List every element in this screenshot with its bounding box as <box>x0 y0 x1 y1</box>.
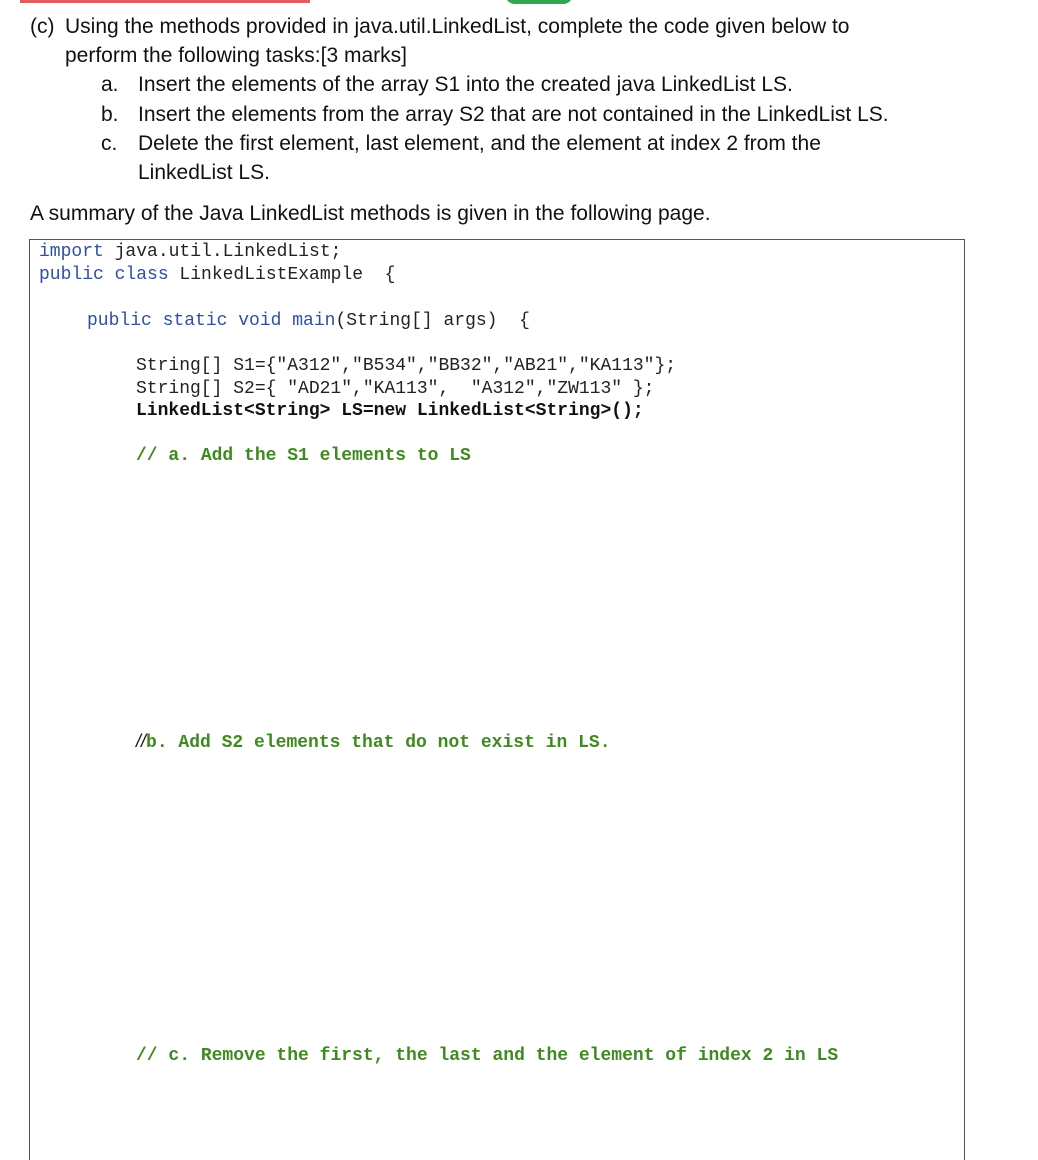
question-line-2: perform the following tasks:[3 marks] <box>65 44 407 67</box>
comment-c-text: c. Remove the first, the last and the element of index 2 in LS <box>157 1046 839 1066</box>
task-a-letter: a. <box>101 73 119 96</box>
comment-a-slashes: // <box>136 446 158 466</box>
comment-b-text: b. Add S2 elements that do not exist in LS. <box>146 733 611 753</box>
main-signature: (String[] args) { <box>335 311 530 331</box>
comment-b-slashes: // <box>136 731 147 751</box>
code-s1-declaration: String[] S1={"A312","B534","BB32","AB21","KA113"}; <box>136 356 677 376</box>
code-main-line <box>87 310 530 332</box>
code-class-line <box>39 264 395 286</box>
code-answer-box <box>29 239 965 1160</box>
task-b-text: Insert the elements from the array S2 that are not contained in the LinkedList LS. <box>138 103 889 126</box>
task-c-letter: c. <box>101 132 118 155</box>
task-a-text: Insert the elements of the array S1 into the created java LinkedList LS. <box>138 73 793 96</box>
top-decoration-arc <box>505 0 573 4</box>
import-target: java.util.LinkedList; <box>103 242 342 262</box>
methods-summary-note: A summary of the Java LinkedList methods is given in the following page. <box>30 202 711 225</box>
code-linkedlist-declaration: LinkedList<String> LS=new LinkedList<String>(); <box>136 401 644 421</box>
comment-c-slashes: // <box>136 1046 158 1066</box>
class-keywords: public class <box>39 265 169 285</box>
main-keywords: public static void main <box>87 311 336 331</box>
comment-task-a <box>136 445 471 467</box>
class-declaration: LinkedListExample { <box>168 265 396 285</box>
question-line-1: Using the methods provided in java.util.LinkedList, complete the code given below to <box>65 15 850 38</box>
task-b-letter: b. <box>101 103 119 126</box>
code-s2-declaration: String[] S2={ "AD21","KA113", "A312","ZW113" }; <box>136 379 655 399</box>
comment-a-text: a. Add the S1 elements to LS <box>157 446 471 466</box>
code-import-line <box>39 241 341 263</box>
question-label: (c) <box>30 15 55 38</box>
task-c-text-line-1: Delete the first element, last element, and the element at index 2 from the <box>138 132 821 155</box>
task-c-text-line-2: LinkedList LS. <box>138 161 270 184</box>
comment-task-b <box>136 730 611 754</box>
comment-task-c <box>136 1045 838 1067</box>
import-keyword: import <box>39 242 104 262</box>
top-decoration-strip <box>20 0 310 3</box>
